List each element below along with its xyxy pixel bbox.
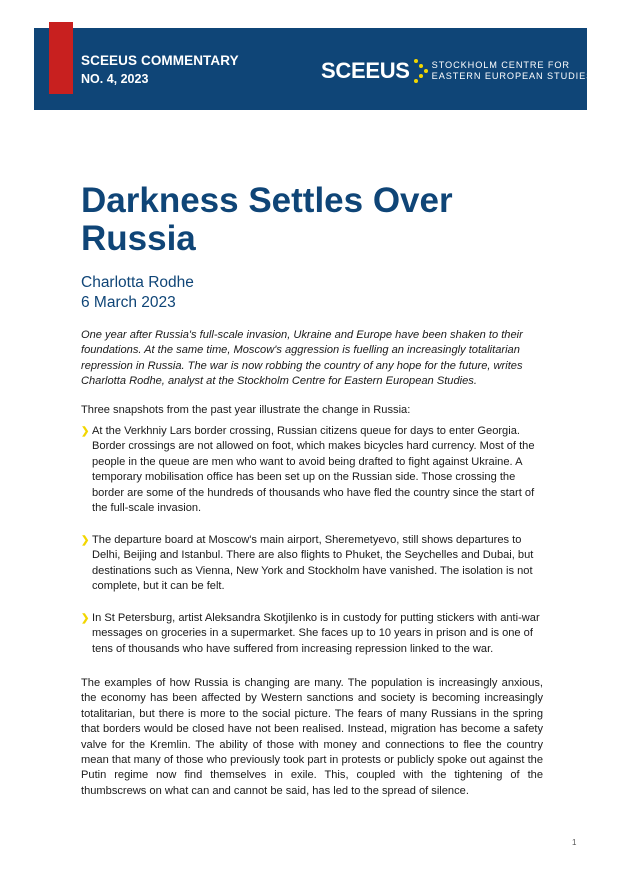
article-author: Charlotta Rodhe [81, 274, 194, 291]
red-accent-tab [49, 22, 73, 94]
bullet-text: In St Petersburg, artist Aleksandra Skotjilenko is in custody for putting stickers with anti-war messages on groceries in a supermarket. She faces up to 10 years in prison and is one of tens of thousands who have suffered from increasing repression linked to the war. [92, 612, 540, 655]
article-title: Darkness Settles Over Russia [81, 181, 453, 258]
page-number: 1 [572, 838, 577, 847]
chevron-right-icon: ❯ [81, 535, 90, 546]
article-lead: One year after Russia's full-scale invasion, Ukraine and Europe have been shaken to their foundations. At the same time, Moscow's aggression is fuelling an increasingly totalitarian repression in Russia. The war is now robbing the country of any hope for the future, writes Charlotta Rodhe, analyst at the Stockholm Centre for Eastern European Studies. [81, 329, 523, 388]
logo-subtitle-line2: EASTERN EUROPEAN STUDIES [431, 71, 594, 81]
bullet-item [81, 611, 547, 657]
sceeus-logo [321, 58, 593, 84]
chevron-right-icon: ❯ [81, 613, 90, 624]
logo-subtitle-line1: STOCKHOLM CENTRE FOR [431, 60, 570, 70]
logo-subtitle [432, 60, 593, 82]
bullet-text: The departure board at Moscow's main airport, Sheremetyevo, still shows departures to Delhi, Beijing and Istanbul. There are also flights to Phuket, the Seychelles and Dubai, but destinations such as Vienna, New York and Stockholm have vanished. The isolation is not complete, but it can be felt. [92, 534, 534, 593]
bullet-item [81, 424, 547, 516]
series-label: SCEEUS COMMENTARY [81, 53, 239, 68]
article-intro: Three snapshots from the past year illustrate the change in Russia: [81, 404, 411, 416]
bullet-text: At the Verkhniy Lars border crossing, Russian citizens queue for days to enter Georgia. Border crossings are not allowed on foot, which makes bicycles hard currency. Most of the people in the queue are men who want to avoid being drafted to fight against Ukraine. A temporary mobilisation office has been set up on the Russian side. Those crossing the border are some of the hundreds of thousands who have fled the country since the start of the full-scale invasion. [92, 425, 535, 515]
article-date: 6 March 2023 [81, 294, 176, 311]
issue-label: NO. 4, 2023 [81, 72, 149, 86]
logo-wordmark: SCEEUS [321, 58, 410, 83]
bullet-item [81, 533, 547, 595]
body-paragraph: The examples of how Russia is changing are many. The population is increasingly anxious, the economy has been affected by Western sanctions and society is becoming increasingly totalitarian, but there is more to the social picture. The fears of many Russians in the spring that borders would be closed have not been realised. Instead, migration has become a safety valve for the Kremlin. The ability of those with money and connections to flee the country mean that many of those who previously took part in protests or publicly spoke out against the Putin regime now find themselves in exile. This, coupled with the tightening of the thumbscrews on what can and cannot be said, has led to the spread of silence. [81, 677, 543, 797]
logo-dots-icon [412, 58, 428, 84]
chevron-right-icon: ❯ [81, 426, 90, 437]
